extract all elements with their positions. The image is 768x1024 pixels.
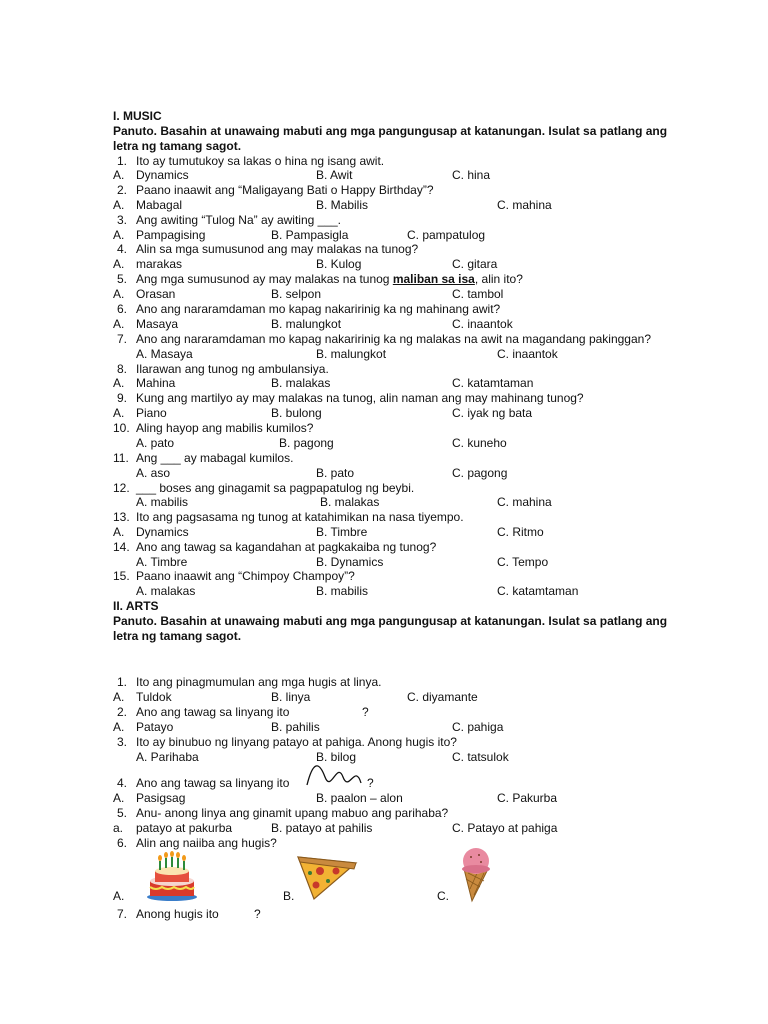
music-q14-text: Ano ang tawag sa kagandahan at pagkakaiba ng tunog? [136, 540, 437, 554]
music-q5-text-pre: Ang mga sumusunod ay may malakas na tunog [136, 272, 393, 286]
arts-q1-option-a: Tuldok [136, 690, 172, 704]
music-q5-text-post: , alin ito? [474, 272, 523, 286]
music-q9-option-b: B. bulong [271, 406, 322, 420]
music-q3-number: 3. [117, 213, 128, 227]
music-q3-option-a: Pampagising [136, 228, 206, 242]
music-q7-number: 7. [117, 332, 128, 346]
arts-q7-question-mark: ? [254, 907, 261, 921]
music-q11-option-b: B. pato [316, 466, 355, 480]
music-q10-option-b: B. pagong [279, 436, 334, 450]
music-q3-option-a-letter: A. [113, 228, 125, 242]
music-q3-text: Ang awiting “Tulog Na” ay awiting ___. [136, 213, 341, 227]
arts-q2-question-mark: ? [362, 705, 369, 719]
arts-q1-text: Ito ang pinagmumulan ang mga hugis at linya. [136, 675, 382, 689]
music-q7-option-a: A. Masaya [136, 347, 193, 361]
music-heading: I. MUSIC [113, 109, 162, 123]
arts-q3-number: 3. [117, 735, 128, 749]
arts-q4-option-c: C. Pakurba [497, 791, 558, 805]
music-q10-option-a: A. pato [136, 436, 175, 450]
arts-q3-option-a: A. Parihaba [136, 750, 199, 764]
music-q5-option-c: C. tambol [452, 287, 504, 301]
arts-q1-option-b: B. linya [271, 690, 311, 704]
music-q11-option-c: C. pagong [452, 466, 508, 480]
music-q13-option-b: B. Timbre [316, 525, 368, 539]
pizza-slice-icon [292, 853, 360, 901]
music-q2-option-a-letter: A. [113, 198, 125, 212]
arts-q4-option-a-letter: A. [113, 791, 125, 805]
music-q13-option-a-letter: A. [113, 525, 125, 539]
music-q6-option-c: C. inaantok [452, 317, 513, 331]
music-q15-option-c: C. katamtaman [497, 584, 579, 598]
music-q2-option-b: B. Mabilis [316, 198, 369, 212]
music-q1-option-c: C. hina [452, 168, 491, 182]
music-q8-option-a-letter: A. [113, 376, 125, 390]
music-q11-text: Ang ___ ay mabagal kumilos. [136, 451, 294, 465]
music-q1-option-a: Dynamics [136, 168, 189, 182]
music-q10-option-c: C. kuneho [452, 436, 507, 450]
music-q8-option-c: C. katamtaman [452, 376, 534, 390]
music-q10-text: Aling hayop ang mabilis kumilos? [136, 421, 314, 435]
music-q12-text: ___ boses ang ginagamit sa pagpapatulog ng beybi. [136, 481, 415, 495]
music-q5-option-b: B. selpon [271, 287, 322, 301]
music-q3-option-b: B. Pampasigla [271, 228, 349, 242]
music-q8-option-a: Mahina [136, 376, 176, 390]
music-q6-number: 6. [117, 302, 128, 316]
music-q6-option-b: B. malungkot [271, 317, 342, 331]
music-q12-number: 12. [113, 481, 130, 495]
birthday-cake-icon [146, 853, 198, 901]
arts-q1-number: 1. [117, 675, 128, 689]
music-q1-option-a-letter: A. [113, 168, 125, 182]
music-q5-emphasis: maliban sa isa [392, 272, 475, 286]
music-q9-option-a-letter: A. [113, 406, 125, 420]
arts-q2-option-a: Patayo [136, 720, 174, 734]
arts-q3-text: Ito ay binubuo ng linyang patayo at pahiga. Anong hugis ito? [136, 735, 457, 749]
arts-q5-text: Anu- anong linya ang ginamit upang mabuo ang parihaba? [136, 806, 449, 820]
music-q8-text: Ilarawan ang tunog ng ambulansiya. [136, 362, 329, 376]
arts-q5-option-a: patayo at pakurba [136, 821, 233, 835]
arts-q2-option-b: B. pahilis [271, 720, 320, 734]
music-q6-option-a: Masaya [136, 317, 179, 331]
music-q5-option-a: Orasan [136, 287, 176, 301]
music-q14-option-b: B. Dynamics [316, 555, 384, 569]
music-q7-option-b: B. malungkot [316, 347, 387, 361]
music-q4-text: Alin sa mga sumusunod ang may malakas na tunog? [136, 242, 419, 256]
music-q2-option-c: C. mahina [497, 198, 552, 212]
music-q4-number: 4. [117, 242, 128, 256]
music-q14-number: 14. [113, 540, 130, 554]
arts-q4-option-b: B. paalon – alon [316, 791, 403, 805]
music-q9-text: Kung ang martilyo ay may malakas na tunog, alin naman ang may mahinang tunog? [136, 391, 584, 405]
arts-q7-number: 7. [117, 907, 128, 921]
arts-q4-number: 4. [117, 776, 128, 790]
arts-q2-text: Ano ang tawag sa linyang ito [136, 705, 290, 719]
music-q9-option-a: Piano [136, 406, 167, 420]
music-q4-option-b: B. Kulog [316, 257, 362, 271]
music-q6-text: Ano ang nararamdaman mo kapag nakaririnig ka ng mahinang awit? [136, 302, 501, 316]
arts-q4-text: Ano ang tawag sa linyang ito [136, 776, 290, 790]
music-q4-option-c: C. gitara [452, 257, 498, 271]
music-q2-option-a: Mabagal [136, 198, 183, 212]
music-q11-option-a: A. aso [136, 466, 171, 480]
arts-q5-option-a-letter: a. [113, 821, 124, 835]
music-q7-text: Ano ang nararamdaman mo kapag nakaririnig ka ng malakas na awit na magandang pakinggan? [136, 332, 651, 346]
arts-q2-number: 2. [117, 705, 128, 719]
arts-q1-option-a-letter: A. [113, 690, 125, 704]
arts-heading: II. ARTS [113, 599, 159, 613]
wavy-line-icon [305, 765, 365, 789]
arts-q7-text: Anong hugis ito [136, 907, 219, 921]
music-q2-text: Paano inaawit ang “Maligayang Bati o Happy Birthday”? [136, 183, 434, 197]
music-q4-option-a-letter: A. [113, 257, 125, 271]
music-q15-option-b: B. mabilis [316, 584, 369, 598]
arts-q5-number: 5. [117, 806, 128, 820]
music-q2-number: 2. [117, 183, 128, 197]
music-q13-option-c: C. Ritmo [497, 525, 544, 539]
music-directions-line2: letra ng tamang sagot. [113, 139, 242, 153]
arts-directions-line2: letra ng tamang sagot. [113, 629, 242, 643]
arts-q6-number: 6. [117, 836, 128, 850]
arts-q6-text: Alin ang naiiba ang hugis? [136, 836, 277, 850]
music-q5-option-a-letter: A. [113, 287, 125, 301]
music-q8-option-b: B. malakas [271, 376, 331, 390]
arts-q5-option-c: C. Patayo at pahiga [452, 821, 558, 835]
music-q12-option-a: A. mabilis [136, 495, 189, 509]
arts-q4-question-mark: ? [367, 776, 374, 790]
music-q10-number: 10. [113, 421, 130, 435]
arts-q3-option-c: C. tatsulok [452, 750, 509, 764]
arts-q2-option-a-letter: A. [113, 720, 125, 734]
music-q15-option-a: A. malakas [136, 584, 196, 598]
music-q9-number: 9. [117, 391, 128, 405]
music-q7-option-c: C. inaantok [497, 347, 558, 361]
music-q3-option-c: C. pampatulog [407, 228, 486, 242]
music-q6-option-a-letter: A. [113, 317, 125, 331]
arts-q5-option-b: B. patayo at pahilis [271, 821, 373, 835]
music-q11-number: 11. [113, 451, 129, 465]
arts-directions-line1: Panuto. Basahin at unawaing mabuti ang mga pangungusap at katanungan. Isulat sa patlang ang [113, 614, 668, 628]
music-q5-number: 5. [117, 272, 128, 286]
music-q15-number: 15. [113, 569, 130, 583]
music-q12-option-c: C. mahina [497, 495, 552, 509]
music-q14-option-a: A. Timbre [136, 555, 188, 569]
arts-q6-option-c: C. [437, 889, 449, 903]
arts-q3-option-b: B. bilog [316, 750, 357, 764]
music-q13-number: 13. [113, 510, 130, 524]
music-q4-option-a: marakas [136, 257, 183, 271]
music-q13-option-a: Dynamics [136, 525, 189, 539]
music-q15-text: Paano inaawit ang “Chimpoy Champoy”? [136, 569, 355, 583]
arts-q1-option-c: C. diyamante [407, 690, 478, 704]
arts-q4-option-a: Pasigsag [136, 791, 186, 805]
music-q12-option-b: B. malakas [320, 495, 380, 509]
music-q1-text: Ito ay tumutukoy sa lakas o hina ng isang awit. [136, 154, 385, 168]
arts-q6-option-a: A. [113, 889, 125, 903]
music-q8-number: 8. [117, 362, 128, 376]
arts-q2-option-c: C. pahiga [452, 720, 504, 734]
music-q13-text: Ito ang pagsasama ng tunog at katahimikan na nasa tiyempo. [136, 510, 464, 524]
music-directions-line1: Panuto. Basahin at unawaing mabuti ang mga pangungusap at katanungan. Isulat sa patlang ang [113, 124, 668, 138]
music-q5-text [136, 272, 523, 286]
arts-q6-option-b: B. [283, 889, 295, 903]
music-q14-option-c: C. Tempo [497, 555, 549, 569]
music-q9-option-c: C. iyak ng bata [452, 406, 533, 420]
music-q1-number: 1. [117, 154, 128, 168]
ice-cream-cone-icon [456, 847, 496, 903]
music-q1-option-b: B. Awit [316, 168, 353, 182]
